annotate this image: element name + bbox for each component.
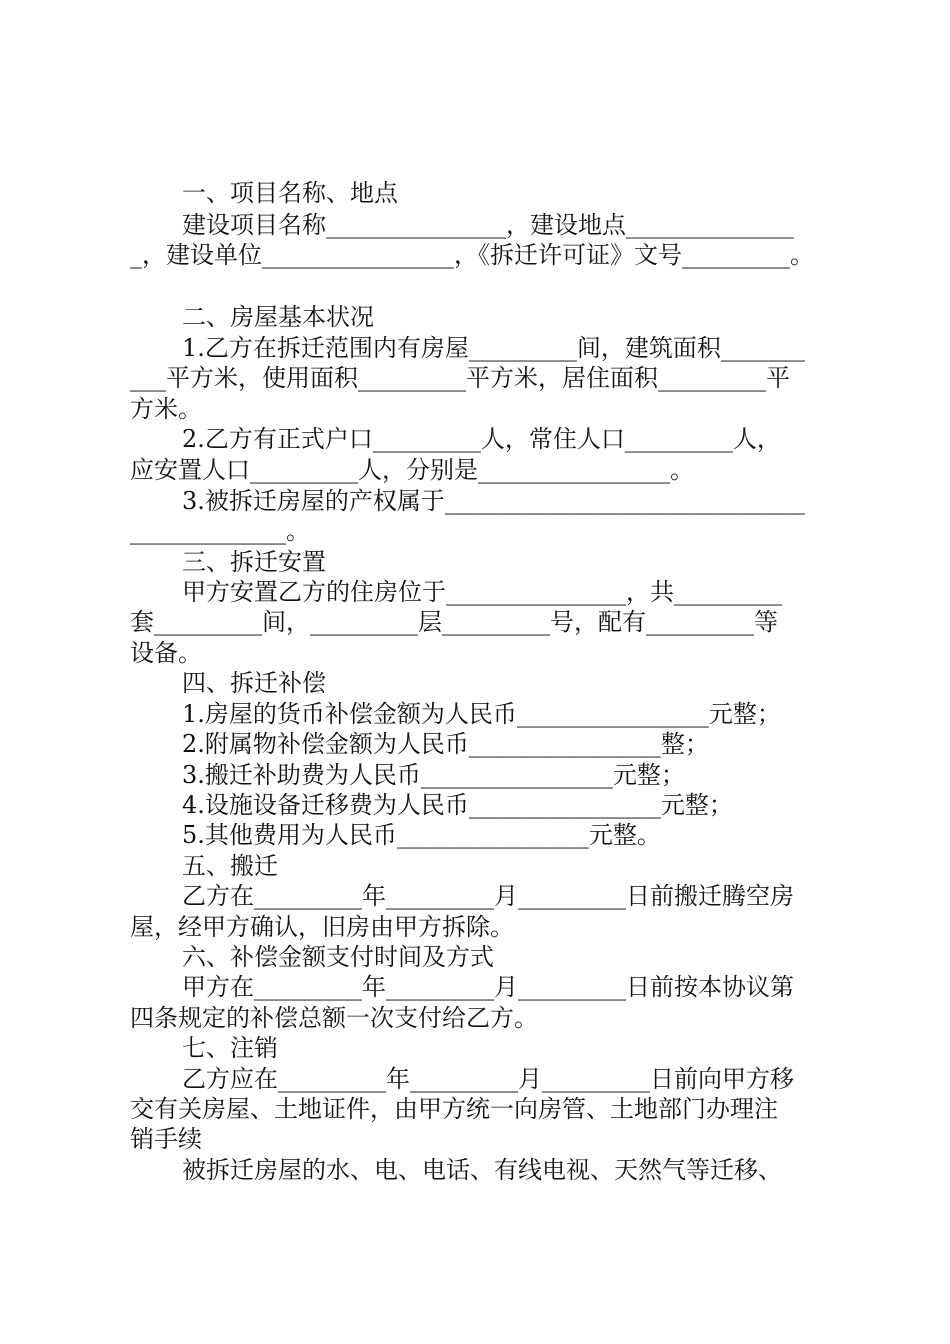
paragraph-line: 4.设施设备迁移费为人民币________________元整； [182,791,733,819]
paragraph-line: 5.其他费用为人民币________________元整。 [182,821,661,849]
paragraph-line: 1.房屋的货币补偿金额为人民币________________元整； [182,700,781,728]
paragraph-line: 乙方应在_________年_________月_________日前向甲方移 [182,1065,794,1093]
heading-cancellation: 七、注销 [182,1034,278,1062]
heading-compensation: 四、拆迁补偿 [182,669,326,697]
heading-project: 一、项目名称、地点 [182,179,398,207]
paragraph-line: 四条规定的补偿总额一次支付给乙方。 [130,1004,538,1032]
paragraph-line: 2.乙方有正式户口_________人，常住人口_________人， [182,425,781,453]
paragraph-line: 2.附属物补偿金额为人民币________________整； [182,730,709,758]
paragraph-line: 3.搬迁补助费为人民币________________元整； [182,761,685,789]
paragraph-line: 建设项目名称_______________，建设地点______________ [182,211,794,239]
paragraph-line: ___平方米，使用面积_________平方米，居住面积_________平 [130,364,790,392]
paragraph-line: 套_________间，_________层_________号，配有_________等 [130,608,778,636]
paragraph-line: 甲方安置乙方的住房位于_______________，共_________ [182,578,782,606]
heading-payment: 六、补偿金额支付时间及方式 [182,943,494,971]
paragraph-line: 乙方在_________年_________月_________日前搬迁腾空房 [182,882,794,910]
paragraph-line: _____________。 [130,517,310,545]
paragraph-line: 屋，经甲方确认，旧房由甲方拆除。 [130,913,514,941]
heading-relocation: 五、搬迁 [182,852,278,880]
paragraph-line: 销手续 [130,1125,202,1153]
paragraph-line: 交有关房屋、土地证件，由甲方统一向房管、土地部门办理注 [130,1095,778,1123]
paragraph-line: 甲方在_________年_________月_________日前按本协议第 [182,973,794,1001]
paragraph-line: 1.乙方在拆迁范围内有房屋_________间，建筑面积_______ [182,334,805,362]
paragraph-line: _，建设单位________________，《拆迁许可证》文号_________。 [130,241,814,269]
paragraph-line: 3.被拆迁房屋的产权属于______________________________ [182,487,805,515]
paragraph-line: 设备。 [130,639,202,667]
heading-housing: 二、房屋基本状况 [182,303,374,331]
paragraph-line: 被拆迁房屋的水、电、电话、有线电视、天然气等迁移、 [182,1156,782,1184]
paragraph-line: 应安置人口_________人，分别是________________。 [130,456,694,484]
paragraph-line: 方米。 [130,395,202,423]
heading-resettlement: 三、拆迁安置 [182,548,326,576]
